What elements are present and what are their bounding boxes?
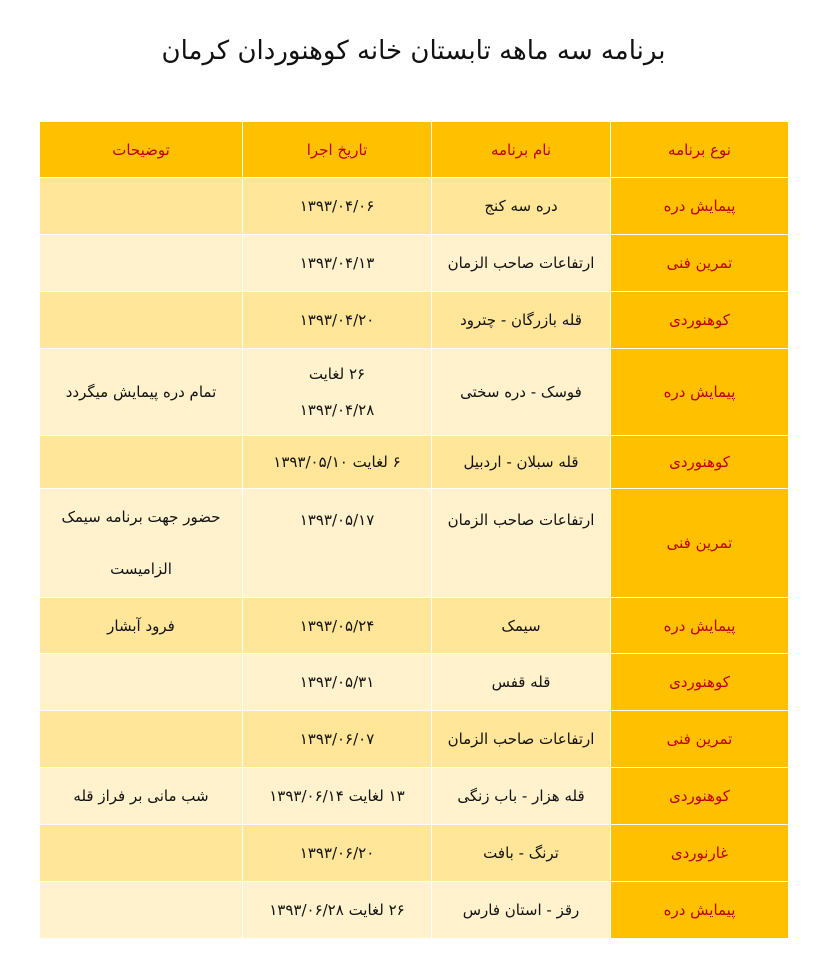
program-date: ۱۳۹۳/۰۴/۲۰ — [243, 292, 432, 349]
program-notes — [40, 825, 243, 882]
program-notes — [40, 882, 243, 939]
program-date: ۶ لغایت ۱۳۹۳/۰۵/۱۰ — [243, 436, 432, 489]
program-type: تمرین فنی — [611, 235, 789, 292]
program-type: کوهنوردی — [611, 292, 789, 349]
header-date: تاریخ اجرا — [243, 122, 432, 178]
program-name: فوسک - دره سختی — [432, 349, 611, 436]
program-date-line-2: ۱۳۹۳/۰۴/۲۸ — [299, 401, 375, 419]
program-notes-line-2: الزامیست — [110, 560, 172, 578]
program-type: پیمایش دره — [611, 882, 789, 939]
program-date-line-1: ۲۶ لغایت — [308, 365, 366, 383]
program-date: ۱۳۹۳/۰۴/۰۶ — [243, 178, 432, 235]
schedule-table — [39, 121, 789, 939]
program-notes — [40, 292, 243, 349]
program-date: ۱۳۹۳/۰۵/۳۱ — [243, 654, 432, 711]
header-row — [40, 122, 789, 178]
program-type: غارنوردی — [611, 825, 789, 882]
program-name: دره سه کنج — [432, 178, 611, 235]
program-type: پیمایش دره — [611, 598, 789, 654]
program-date: ۱۳۹۳/۰۶/۲۰ — [243, 825, 432, 882]
table-row — [40, 711, 789, 768]
program-date: ۲۶ لغایت ۱۳۹۳/۰۶/۲۸ — [243, 882, 432, 939]
program-date: ۱۳۹۳/۰۵/۱۷ — [243, 489, 432, 598]
program-name: رقز - استان فارس — [432, 882, 611, 939]
program-type: کوهنوردی — [611, 654, 789, 711]
program-date: ۱۳۹۳/۰۶/۰۷ — [243, 711, 432, 768]
program-type: تمرین فنی — [611, 711, 789, 768]
program-name: قله سبلان - اردبیل — [432, 436, 611, 489]
table-row — [40, 768, 789, 825]
table-row — [40, 178, 789, 235]
table-row — [40, 235, 789, 292]
table-row — [40, 349, 789, 436]
header-name: نام برنامه — [432, 122, 611, 178]
program-notes — [40, 711, 243, 768]
program-date — [243, 349, 432, 436]
table-row — [40, 654, 789, 711]
program-type: پیمایش دره — [611, 178, 789, 235]
page-title: برنامه سه ماهه تابستان خانه کوهنوردان کرمان — [161, 36, 666, 66]
program-name: ترنگ - بافت — [432, 825, 611, 882]
program-type: کوهنوردی — [611, 768, 789, 825]
table-row — [40, 436, 789, 489]
program-notes: فرود آبشار — [40, 598, 243, 654]
program-name: قله هزار - باب زنگی — [432, 768, 611, 825]
program-name: قله بازرگان - چترود — [432, 292, 611, 349]
program-date: ۱۳ لغایت ۱۳۹۳/۰۶/۱۴ — [243, 768, 432, 825]
program-name: قله قفس — [432, 654, 611, 711]
table-row — [40, 292, 789, 349]
table-row — [40, 598, 789, 654]
program-notes — [40, 436, 243, 489]
program-type: پیمایش دره — [611, 349, 789, 436]
header-type: نوع برنامه — [611, 122, 789, 178]
program-notes — [40, 178, 243, 235]
program-name: ارتفاعات صاحب الزمان — [432, 235, 611, 292]
program-type: تمرین فنی — [611, 489, 789, 598]
program-name: سیمک — [432, 598, 611, 654]
program-notes — [40, 489, 243, 598]
program-type: کوهنوردی — [611, 436, 789, 489]
header-notes: توضیحات — [40, 122, 243, 178]
table-row — [40, 825, 789, 882]
program-notes: شب مانی بر فراز قله — [40, 768, 243, 825]
table-row — [40, 882, 789, 939]
program-notes — [40, 654, 243, 711]
program-name: ارتفاعات صاحب الزمان — [432, 489, 611, 598]
program-date: ۱۳۹۳/۰۵/۲۴ — [243, 598, 432, 654]
program-name: ارتفاعات صاحب الزمان — [432, 711, 611, 768]
program-notes: تمام دره پیمایش میگردد — [40, 349, 243, 436]
table-row — [40, 489, 789, 598]
program-notes — [40, 235, 243, 292]
program-notes-line-1: حضور جهت برنامه سیمک — [61, 508, 221, 526]
program-date: ۱۳۹۳/۰۴/۱۳ — [243, 235, 432, 292]
